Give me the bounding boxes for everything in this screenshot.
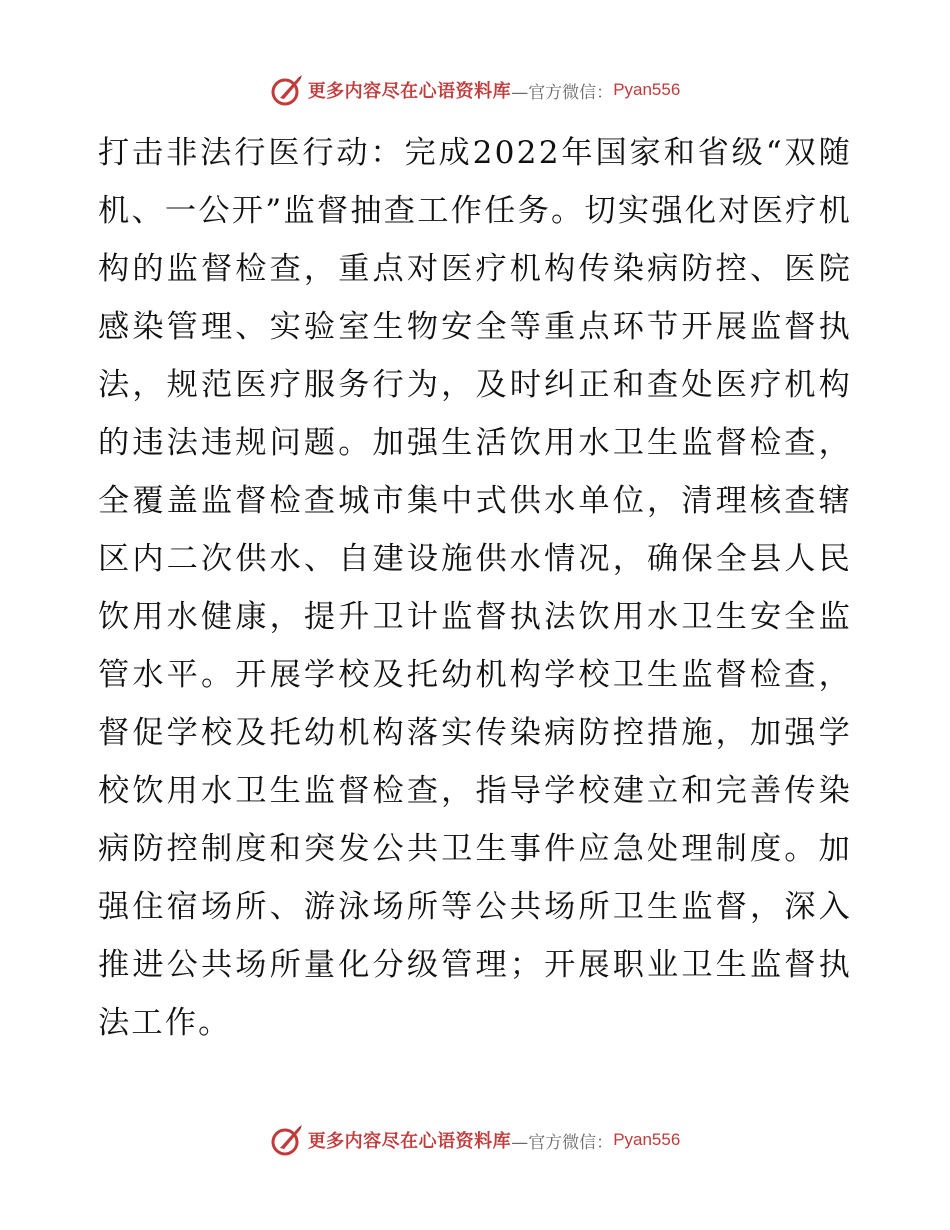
banner-title: 更多内容尽在心语资料库 [307, 1131, 512, 1152]
banner-wechat-id: Pyan556 [613, 80, 681, 99]
banner-separator: —官方微信： [511, 1132, 614, 1153]
feather-pen-circle-icon [270, 73, 304, 107]
body-paragraph: 打击非法行医行动：完成2022年国家和省级“双随机、一公开”监督抽查工作任务。切实强化对医疗机构的监督检查，重点对医疗机构传染病防控、医院感染管理、实验室生物安全等重点环节开展监督执法，规范医疗服务行为，及时纠正和查处医疗机构的违法违规问题。加强生活饮用水卫生监督检查，全覆盖监督检查城市集中式供水单位，清理核查辖区内二次供水、自建设施供水情况，确保全县人民饮用水健康，提升卫计监督执法饮用水卫生安全监管水平。开展学校及托幼机构学校卫生监督检查，督促学校及托幼机构落实传染病防控措施，加强学校饮用水卫生监督检查，指导学校建立和完善传染病防控制度和突发公共卫生事件应急处理制度。加强住宿场所、游泳场所等公共场所卫生监督，深入推进公共场所量化分级管理；开展职业卫生监督执法工作。 [98, 135, 852, 1041]
banner-wechat-id: Pyan556 [613, 1130, 681, 1149]
banner-separator: —官方微信： [511, 82, 614, 103]
footer-banner [0, 1120, 950, 1160]
banner-title: 更多内容尽在心语资料库 [307, 81, 512, 102]
header-banner [0, 70, 950, 110]
feather-pen-circle-icon [270, 1123, 304, 1157]
